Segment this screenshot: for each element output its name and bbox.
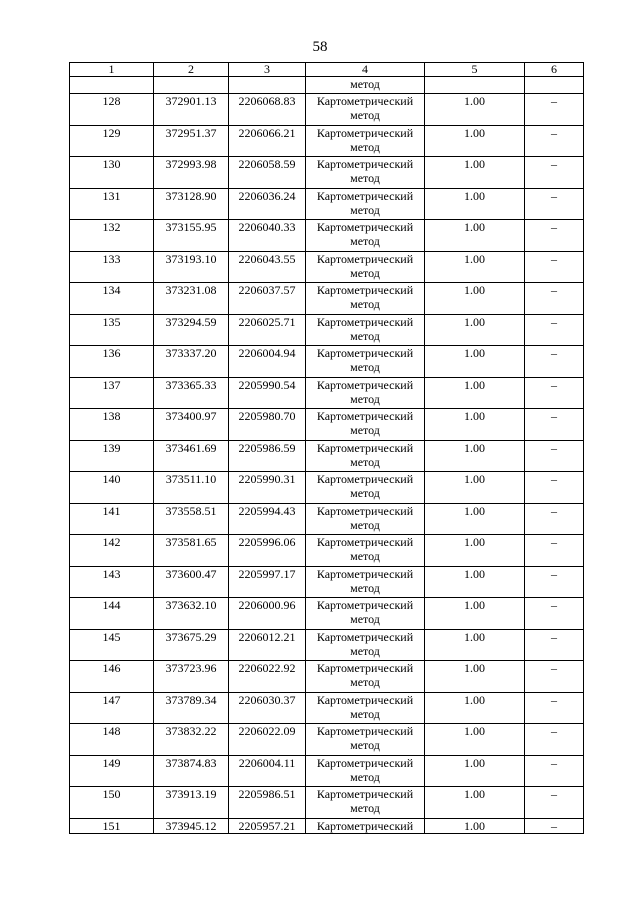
cell-x-coordinate: 373945.12	[154, 818, 229, 833]
cell-method: Картометрический метод	[306, 409, 425, 441]
cell-method: Картометрический метод	[306, 598, 425, 630]
cell-method: Картометрический метод	[306, 94, 425, 126]
cell-method: Картометрический метод	[306, 661, 425, 693]
cell-y-coordinate: 2206025.71	[229, 314, 306, 346]
cell-x-coordinate: 372951.37	[154, 125, 229, 157]
cell-y-coordinate: 2206004.94	[229, 346, 306, 378]
continued-cell-y	[229, 77, 306, 94]
cell-y-coordinate: 2206000.96	[229, 598, 306, 630]
cell-note: –	[525, 472, 584, 504]
cell-y-coordinate: 2205994.43	[229, 503, 306, 535]
header-cell-x: 2	[154, 63, 229, 77]
cell-point-number: 138	[70, 409, 154, 441]
cell-note: –	[525, 94, 584, 126]
table-body	[70, 77, 584, 834]
cell-y-coordinate: 2206036.24	[229, 188, 306, 220]
cell-point-number: 150	[70, 787, 154, 819]
cell-accuracy: 1.00	[425, 314, 525, 346]
table-row	[70, 346, 584, 378]
cell-method: Картометрический метод	[306, 188, 425, 220]
cell-method: Картометрический метод	[306, 472, 425, 504]
cell-note: –	[525, 220, 584, 252]
cell-y-coordinate: 2205996.06	[229, 535, 306, 567]
cell-y-coordinate: 2206068.83	[229, 94, 306, 126]
header-cell-point-number: 1	[70, 63, 154, 77]
cell-note: –	[525, 661, 584, 693]
cell-y-coordinate: 2206058.59	[229, 157, 306, 189]
cell-x-coordinate: 373365.33	[154, 377, 229, 409]
cell-y-coordinate: 2205997.17	[229, 566, 306, 598]
cell-note: –	[525, 692, 584, 724]
cell-method: Картометрический метод	[306, 787, 425, 819]
cell-y-coordinate: 2205986.51	[229, 787, 306, 819]
cell-accuracy: 1.00	[425, 503, 525, 535]
cell-point-number: 140	[70, 472, 154, 504]
cell-point-number: 134	[70, 283, 154, 315]
table-row	[70, 692, 584, 724]
cell-accuracy: 1.00	[425, 157, 525, 189]
cell-accuracy: 1.00	[425, 220, 525, 252]
cell-point-number: 135	[70, 314, 154, 346]
cell-point-number: 136	[70, 346, 154, 378]
cell-note: –	[525, 314, 584, 346]
cell-method: Картометрический метод	[306, 503, 425, 535]
cell-x-coordinate: 373231.08	[154, 283, 229, 315]
cell-x-coordinate: 373337.20	[154, 346, 229, 378]
table-row	[70, 94, 584, 126]
cell-y-coordinate: 2206022.92	[229, 661, 306, 693]
cell-x-coordinate: 372993.98	[154, 157, 229, 189]
cell-note: –	[525, 503, 584, 535]
cell-accuracy: 1.00	[425, 377, 525, 409]
table-row	[70, 629, 584, 661]
cell-method: Картометрический метод	[306, 125, 425, 157]
table-row	[70, 220, 584, 252]
cell-accuracy: 1.00	[425, 818, 525, 833]
cell-method: Картометрический метод	[306, 314, 425, 346]
cell-point-number: 149	[70, 755, 154, 787]
cell-point-number: 139	[70, 440, 154, 472]
cell-note: –	[525, 283, 584, 315]
cell-accuracy: 1.00	[425, 409, 525, 441]
table-row	[70, 472, 584, 504]
cell-point-number: 141	[70, 503, 154, 535]
cell-y-coordinate: 2206022.09	[229, 724, 306, 756]
table-row	[70, 409, 584, 441]
table-row	[70, 724, 584, 756]
cell-accuracy: 1.00	[425, 125, 525, 157]
cell-accuracy: 1.00	[425, 283, 525, 315]
cell-x-coordinate: 373128.90	[154, 188, 229, 220]
continued-row	[70, 77, 584, 94]
cell-x-coordinate: 373600.47	[154, 566, 229, 598]
cell-y-coordinate: 2206004.11	[229, 755, 306, 787]
cell-point-number: 146	[70, 661, 154, 693]
cell-accuracy: 1.00	[425, 566, 525, 598]
cell-x-coordinate: 373874.83	[154, 755, 229, 787]
table-row	[70, 661, 584, 693]
cell-accuracy: 1.00	[425, 692, 525, 724]
cell-y-coordinate: 2205980.70	[229, 409, 306, 441]
cell-method: Картометрический метод	[306, 724, 425, 756]
cell-accuracy: 1.00	[425, 787, 525, 819]
cell-method: Картометрический метод	[306, 629, 425, 661]
cell-accuracy: 1.00	[425, 94, 525, 126]
cell-point-number: 132	[70, 220, 154, 252]
cell-x-coordinate: 373294.59	[154, 314, 229, 346]
cell-note: –	[525, 409, 584, 441]
cell-x-coordinate: 373193.10	[154, 251, 229, 283]
cell-method: Картометрический метод	[306, 692, 425, 724]
table-row	[70, 535, 584, 567]
cell-x-coordinate: 373913.19	[154, 787, 229, 819]
table-row	[70, 251, 584, 283]
continued-cell-accuracy	[425, 77, 525, 94]
cell-point-number: 143	[70, 566, 154, 598]
table-row	[70, 818, 584, 833]
cell-y-coordinate: 2206043.55	[229, 251, 306, 283]
table-row	[70, 188, 584, 220]
cell-x-coordinate: 373581.65	[154, 535, 229, 567]
cell-x-coordinate: 373789.34	[154, 692, 229, 724]
cell-point-number: 144	[70, 598, 154, 630]
header-cell-method: 4	[306, 63, 425, 77]
table-row	[70, 440, 584, 472]
cell-method: Картометрический метод	[306, 283, 425, 315]
cell-method: Картометрический	[306, 818, 425, 833]
cell-x-coordinate: 373632.10	[154, 598, 229, 630]
cell-accuracy: 1.00	[425, 598, 525, 630]
cell-accuracy: 1.00	[425, 440, 525, 472]
cell-note: –	[525, 188, 584, 220]
header-cell-y: 3	[229, 63, 306, 77]
cell-point-number: 128	[70, 94, 154, 126]
cell-accuracy: 1.00	[425, 755, 525, 787]
cell-note: –	[525, 377, 584, 409]
page-number: 58	[312, 39, 328, 55]
cell-accuracy: 1.00	[425, 535, 525, 567]
cell-note: –	[525, 629, 584, 661]
cell-method: Картометрический метод	[306, 440, 425, 472]
cell-accuracy: 1.00	[425, 188, 525, 220]
cell-point-number: 137	[70, 377, 154, 409]
cell-method: Картометрический метод	[306, 566, 425, 598]
table-row	[70, 787, 584, 819]
cell-note: –	[525, 787, 584, 819]
coordinates-table	[69, 62, 584, 834]
table-row	[70, 377, 584, 409]
cell-point-number: 145	[70, 629, 154, 661]
cell-note: –	[525, 125, 584, 157]
cell-x-coordinate: 373511.10	[154, 472, 229, 504]
continued-cell-note	[525, 77, 584, 94]
cell-point-number: 129	[70, 125, 154, 157]
table-row	[70, 314, 584, 346]
cell-note: –	[525, 724, 584, 756]
continued-cell-method: метод	[306, 77, 425, 94]
cell-x-coordinate: 372901.13	[154, 94, 229, 126]
cell-point-number: 147	[70, 692, 154, 724]
cell-accuracy: 1.00	[425, 472, 525, 504]
cell-method: Картометрический метод	[306, 220, 425, 252]
cell-point-number: 133	[70, 251, 154, 283]
cell-x-coordinate: 373832.22	[154, 724, 229, 756]
cell-method: Картометрический метод	[306, 755, 425, 787]
cell-note: –	[525, 535, 584, 567]
cell-accuracy: 1.00	[425, 661, 525, 693]
continued-cell-point-number	[70, 77, 154, 94]
cell-accuracy: 1.00	[425, 724, 525, 756]
cell-y-coordinate: 2206066.21	[229, 125, 306, 157]
cell-note: –	[525, 440, 584, 472]
cell-y-coordinate: 2205990.31	[229, 472, 306, 504]
cell-note: –	[525, 251, 584, 283]
cell-y-coordinate: 2205986.59	[229, 440, 306, 472]
cell-x-coordinate: 373155.95	[154, 220, 229, 252]
cell-point-number: 142	[70, 535, 154, 567]
cell-method: Картометрический метод	[306, 346, 425, 378]
cell-point-number: 148	[70, 724, 154, 756]
cell-method: Картометрический метод	[306, 535, 425, 567]
cell-x-coordinate: 373400.97	[154, 409, 229, 441]
cell-y-coordinate: 2206012.21	[229, 629, 306, 661]
cell-x-coordinate: 373723.96	[154, 661, 229, 693]
cell-note: –	[525, 755, 584, 787]
cell-accuracy: 1.00	[425, 251, 525, 283]
cell-accuracy: 1.00	[425, 629, 525, 661]
cell-y-coordinate: 2206037.57	[229, 283, 306, 315]
cell-note: –	[525, 818, 584, 833]
table-row	[70, 598, 584, 630]
cell-y-coordinate: 2206040.33	[229, 220, 306, 252]
table-row	[70, 755, 584, 787]
cell-method: Картометрический метод	[306, 377, 425, 409]
cell-accuracy: 1.00	[425, 346, 525, 378]
table-row	[70, 125, 584, 157]
continued-cell-x	[154, 77, 229, 94]
cell-point-number: 130	[70, 157, 154, 189]
table-row	[70, 157, 584, 189]
header-cell-accuracy: 5	[425, 63, 525, 77]
cell-note: –	[525, 157, 584, 189]
cell-point-number: 151	[70, 818, 154, 833]
cell-note: –	[525, 346, 584, 378]
cell-y-coordinate: 2206030.37	[229, 692, 306, 724]
cell-x-coordinate: 373461.69	[154, 440, 229, 472]
cell-method: Картометрический метод	[306, 251, 425, 283]
cell-method: Картометрический метод	[306, 157, 425, 189]
cell-point-number: 131	[70, 188, 154, 220]
header-row	[70, 63, 584, 77]
table-row	[70, 503, 584, 535]
header-cell-note: 6	[525, 63, 584, 77]
table-row	[70, 566, 584, 598]
cell-note: –	[525, 598, 584, 630]
cell-x-coordinate: 373675.29	[154, 629, 229, 661]
cell-y-coordinate: 2205957.21	[229, 818, 306, 833]
cell-x-coordinate: 373558.51	[154, 503, 229, 535]
table-row	[70, 283, 584, 315]
cell-note: –	[525, 566, 584, 598]
cell-y-coordinate: 2205990.54	[229, 377, 306, 409]
